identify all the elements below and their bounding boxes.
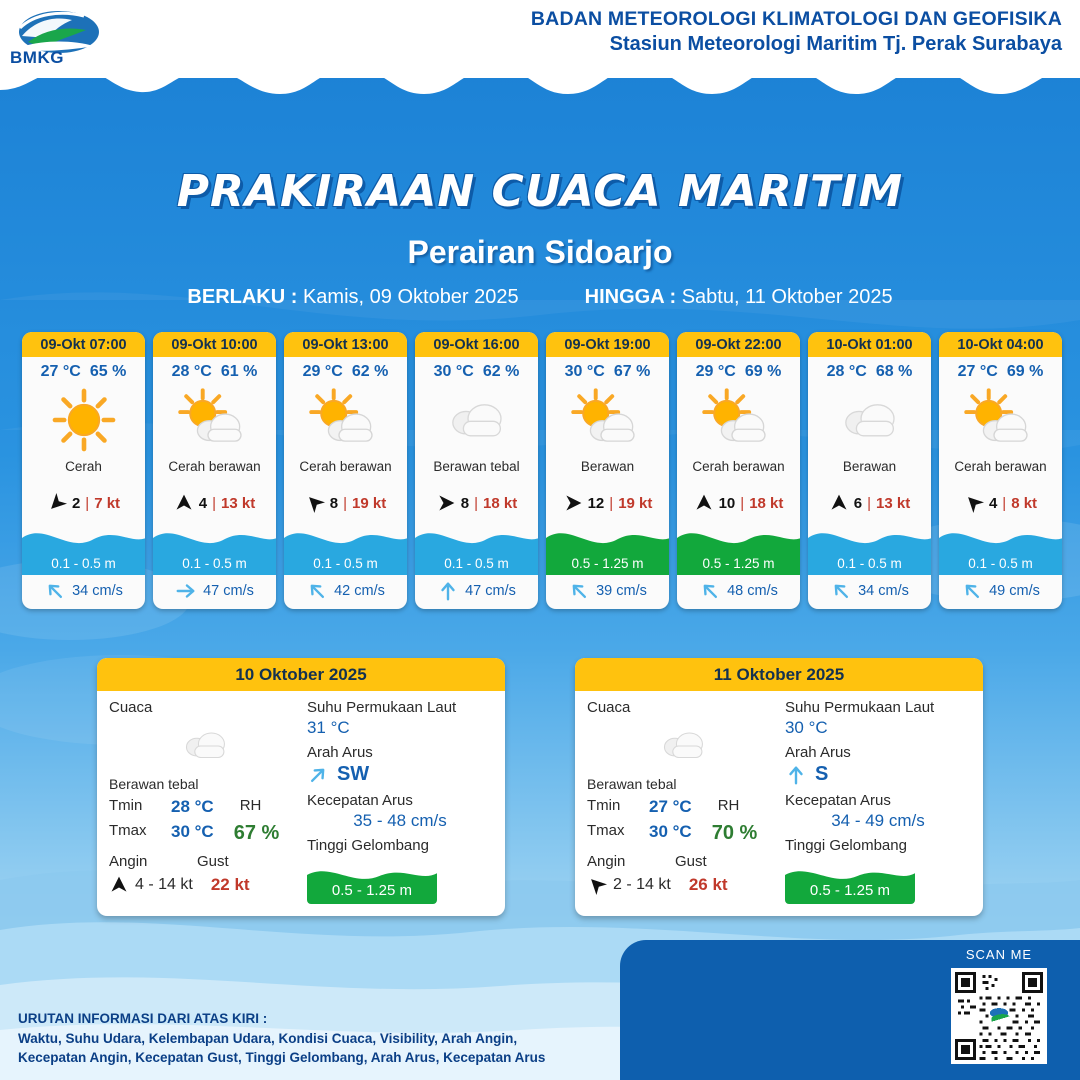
current-direction-arrow-icon bbox=[564, 575, 595, 606]
header-line-1: BADAN METEOROLOGI KLIMATOLOGI DAN GEOFISIKA bbox=[530, 8, 1062, 30]
card-current-speed: 39 cm/s bbox=[596, 583, 647, 599]
card-wave-label: 0.1 - 0.5 m bbox=[51, 556, 116, 571]
card-wind-speed: 8 bbox=[460, 494, 470, 512]
wind-direction-arrow-icon bbox=[694, 493, 714, 513]
daily-forecast-row bbox=[0, 658, 1080, 916]
page-header bbox=[0, 0, 1080, 78]
cloud-icon bbox=[174, 719, 236, 771]
card-current bbox=[153, 575, 276, 609]
current-direction-arrow-icon bbox=[302, 759, 333, 790]
card-weather-icon bbox=[153, 383, 276, 457]
card-current bbox=[22, 575, 145, 609]
card-weather-icon bbox=[415, 383, 538, 457]
cloud-icon bbox=[437, 387, 516, 453]
daily-condition: Berawan tebal bbox=[109, 776, 199, 792]
card-weather-icon bbox=[22, 383, 145, 457]
card-condition: Berawan bbox=[580, 459, 635, 474]
daily-weather-label: Cuaca bbox=[109, 699, 153, 716]
daily-date: 10 Oktober 2025 bbox=[97, 658, 505, 691]
hourly-forecast-card bbox=[546, 332, 669, 609]
daily-wave-chip bbox=[307, 860, 437, 904]
wind-direction-arrow-icon bbox=[43, 489, 71, 517]
sun-behind-cloud-icon bbox=[568, 387, 647, 453]
card-condition: Berawan bbox=[842, 459, 897, 474]
daily-sst-label: Suhu Permukaan Laut bbox=[784, 699, 935, 716]
card-current bbox=[415, 575, 538, 609]
daily-gust-value: 22 kt bbox=[210, 875, 250, 894]
card-wind-separator: | bbox=[740, 494, 745, 512]
card-humidity: 69 % bbox=[1006, 363, 1044, 380]
daily-tmin-label: Tmin bbox=[587, 797, 621, 814]
daily-weather-label: Cuaca bbox=[587, 699, 631, 716]
valid-from bbox=[187, 286, 518, 309]
daily-tmin-row bbox=[109, 797, 301, 817]
card-current bbox=[808, 575, 931, 609]
card-wind-separator: | bbox=[343, 494, 348, 512]
card-temp-humidity bbox=[153, 357, 276, 383]
card-weather-icon bbox=[808, 383, 931, 457]
card-wave bbox=[22, 519, 145, 575]
card-humidity: 65 % bbox=[89, 363, 127, 380]
card-wave-label: 0.1 - 0.5 m bbox=[968, 556, 1033, 571]
card-temperature: 28 °C bbox=[171, 363, 212, 380]
card-wind bbox=[22, 489, 145, 519]
cloud-icon bbox=[652, 719, 714, 771]
card-humidity: 69 % bbox=[744, 363, 782, 380]
card-wind-gust: 19 kt bbox=[618, 494, 653, 512]
daily-sst-label: Suhu Permukaan Laut bbox=[306, 699, 457, 716]
card-current-speed: 47 cm/s bbox=[465, 583, 516, 599]
card-wind-speed: 2 bbox=[71, 494, 81, 512]
card-wind-separator: | bbox=[212, 494, 217, 512]
card-wind-separator: | bbox=[867, 494, 872, 512]
valid-from-label: BERLAKU : bbox=[187, 286, 298, 308]
card-current bbox=[677, 575, 800, 609]
card-humidity: 61 % bbox=[220, 363, 258, 380]
qr-label: SCAN ME bbox=[965, 947, 1033, 962]
daily-current-speed-label: Kecepatan Arus bbox=[784, 792, 891, 809]
card-wind-separator: | bbox=[85, 494, 90, 512]
sun-behind-cloud-icon bbox=[961, 387, 1040, 453]
daily-current-dir-row bbox=[307, 763, 493, 786]
sun-behind-cloud-icon bbox=[306, 387, 385, 453]
daily-current-dir-value: SW bbox=[336, 763, 370, 785]
card-weather-icon bbox=[677, 383, 800, 457]
hourly-forecast-card bbox=[284, 332, 407, 609]
daily-wave-label: Tinggi Gelombang bbox=[306, 837, 429, 854]
card-humidity: 62 % bbox=[482, 363, 520, 380]
daily-wind-row bbox=[109, 875, 301, 895]
card-temp-humidity bbox=[939, 357, 1062, 383]
card-temperature: 28 °C bbox=[826, 363, 867, 380]
card-wind-speed: 4 bbox=[988, 494, 998, 512]
card-wind-gust: 13 kt bbox=[221, 494, 256, 512]
daily-tmin-value: 27 °C bbox=[649, 797, 692, 816]
daily-forecast-card bbox=[97, 658, 505, 916]
daily-wind-header-row bbox=[587, 853, 779, 870]
daily-gust-label: Gust bbox=[675, 853, 707, 870]
wind-direction-arrow-icon bbox=[563, 493, 583, 513]
sun-icon bbox=[51, 387, 117, 453]
daily-gust-value: 26 kt bbox=[688, 875, 728, 894]
card-wind-speed: 8 bbox=[329, 494, 339, 512]
card-temperature: 27 °C bbox=[957, 363, 998, 380]
daily-tmin-label: Tmin bbox=[109, 797, 143, 814]
page-subtitle: Perairan Sidoarjo bbox=[407, 234, 673, 270]
card-temperature: 30 °C bbox=[564, 363, 605, 380]
valid-until bbox=[585, 286, 893, 309]
daily-rh-label: RH bbox=[239, 797, 262, 814]
daily-wind-label: Angin bbox=[587, 853, 626, 870]
card-wave bbox=[415, 519, 538, 575]
card-wind bbox=[939, 489, 1062, 519]
wind-direction-arrow-icon bbox=[960, 489, 988, 517]
card-current-speed: 49 cm/s bbox=[989, 583, 1040, 599]
card-wind bbox=[153, 489, 276, 519]
daily-rh-value: 70 % bbox=[711, 822, 758, 844]
daily-gust-label: Gust bbox=[197, 853, 229, 870]
daily-current-speed-value: 35 - 48 cm/s bbox=[353, 811, 447, 830]
card-wind-gust: 7 kt bbox=[94, 494, 121, 512]
hourly-forecast-card bbox=[153, 332, 276, 609]
daily-sst-value: 30 °C bbox=[784, 718, 828, 737]
card-temp-humidity bbox=[808, 357, 931, 383]
card-wave bbox=[546, 519, 669, 575]
validity-row bbox=[0, 286, 1080, 309]
current-direction-arrow-icon bbox=[826, 575, 857, 606]
card-time: 09-Okt 16:00 bbox=[415, 332, 538, 357]
card-wind-gust: 18 kt bbox=[483, 494, 518, 512]
daily-tmax-label: Tmax bbox=[109, 822, 147, 839]
card-temperature: 27 °C bbox=[40, 363, 81, 380]
card-condition: Berawan tebal bbox=[433, 459, 520, 474]
card-wave-label: 0.1 - 0.5 m bbox=[313, 556, 378, 571]
card-wind-gust: 13 kt bbox=[876, 494, 911, 512]
card-current-speed: 48 cm/s bbox=[727, 583, 778, 599]
card-temp-humidity bbox=[284, 357, 407, 383]
daily-rh-value: 67 % bbox=[233, 822, 280, 844]
daily-current-dir-value: S bbox=[814, 763, 829, 785]
daily-sst-value: 31 °C bbox=[306, 718, 350, 737]
daily-tmax-row bbox=[109, 822, 301, 845]
daily-wind-row bbox=[587, 875, 779, 895]
daily-tmax-value: 30 °C bbox=[649, 822, 692, 841]
card-wind-speed: 12 bbox=[587, 494, 605, 512]
card-humidity: 62 % bbox=[351, 363, 389, 380]
wind-direction-arrow-icon bbox=[436, 493, 456, 513]
valid-until-label: HINGGA : bbox=[584, 286, 677, 308]
card-current bbox=[546, 575, 669, 609]
card-wind bbox=[415, 489, 538, 519]
card-wind-speed: 4 bbox=[198, 494, 208, 512]
card-wind-speed: 10 bbox=[718, 494, 736, 512]
daily-tmin-row bbox=[587, 797, 779, 817]
qr-code-image bbox=[955, 972, 1043, 1060]
cloud-icon bbox=[830, 387, 909, 453]
card-time: 09-Okt 10:00 bbox=[153, 332, 276, 357]
card-wave-label: 0.1 - 0.5 m bbox=[837, 556, 902, 571]
card-current-speed: 34 cm/s bbox=[858, 583, 909, 599]
card-wind-separator: | bbox=[609, 494, 614, 512]
daily-tmax-row bbox=[587, 822, 779, 845]
card-current bbox=[939, 575, 1062, 609]
card-current-speed: 42 cm/s bbox=[334, 583, 385, 599]
card-condition: Cerah berawan bbox=[954, 459, 1047, 474]
card-condition: Cerah berawan bbox=[299, 459, 392, 474]
card-wind-gust: 8 kt bbox=[1011, 494, 1038, 512]
daily-tmax-value: 30 °C bbox=[171, 822, 214, 841]
card-temperature: 29 °C bbox=[302, 363, 343, 380]
daily-wave-value: 0.5 - 1.25 m bbox=[809, 882, 890, 899]
card-temp-humidity bbox=[677, 357, 800, 383]
legend-line-3: Kecepatan Angin, Kecepatan Gust, Tinggi Gelombang, Arah Arus, Kecepatan Arus bbox=[18, 1050, 546, 1066]
daily-current-speed-label: Kecepatan Arus bbox=[306, 792, 413, 809]
qr-code[interactable] bbox=[951, 968, 1047, 1064]
card-wind bbox=[284, 489, 407, 519]
card-condition: Cerah bbox=[65, 459, 102, 474]
card-wind-separator: | bbox=[1002, 494, 1007, 512]
card-temp-humidity bbox=[22, 357, 145, 383]
card-wave bbox=[153, 519, 276, 575]
card-temperature: 29 °C bbox=[695, 363, 736, 380]
valid-from-value: Kamis, 09 Oktober 2025 bbox=[302, 286, 519, 308]
card-weather-icon bbox=[546, 383, 669, 457]
legend-line-1: URUTAN INFORMASI DARI ATAS KIRI : bbox=[18, 1011, 268, 1027]
hourly-forecast-card bbox=[939, 332, 1062, 609]
daily-rh-label: RH bbox=[717, 797, 740, 814]
wind-direction-arrow-icon bbox=[829, 493, 849, 513]
legend-line-2: Waktu, Suhu Udara, Kelembapan Udara, Kondisi Cuaca, Visibility, Arah Angin, bbox=[18, 1030, 518, 1046]
daily-tmin-value: 28 °C bbox=[171, 797, 214, 816]
daily-wave-value: 0.5 - 1.25 m bbox=[331, 882, 412, 899]
card-time: 10-Okt 01:00 bbox=[808, 332, 931, 357]
card-current bbox=[284, 575, 407, 609]
daily-current-dir-label: Arah Arus bbox=[784, 744, 851, 761]
card-wind-separator: | bbox=[474, 494, 479, 512]
daily-wind-label: Angin bbox=[109, 853, 148, 870]
card-time: 09-Okt 22:00 bbox=[677, 332, 800, 357]
current-direction-arrow-icon bbox=[40, 575, 71, 606]
daily-weather-icon bbox=[109, 716, 301, 774]
card-wind-gust: 19 kt bbox=[352, 494, 387, 512]
card-wave bbox=[808, 519, 931, 575]
card-condition: Cerah berawan bbox=[692, 459, 785, 474]
daily-wave-label: Tinggi Gelombang bbox=[784, 837, 907, 854]
hourly-forecast-row bbox=[22, 332, 1062, 609]
card-condition: Cerah berawan bbox=[168, 459, 261, 474]
valid-until-value: Sabtu, 11 Oktober 2025 bbox=[681, 286, 893, 308]
card-weather-icon bbox=[939, 383, 1062, 457]
wind-direction-arrow-icon bbox=[301, 489, 329, 517]
daily-current-dir-label: Arah Arus bbox=[306, 744, 373, 761]
logo-text: BMKG bbox=[10, 48, 64, 67]
wind-direction-arrow-icon bbox=[583, 871, 611, 899]
card-temp-humidity bbox=[546, 357, 669, 383]
daily-condition: Berawan tebal bbox=[587, 776, 677, 792]
current-direction-arrow-icon bbox=[302, 575, 333, 606]
daily-wind-header-row bbox=[109, 853, 301, 870]
current-direction-arrow-icon bbox=[695, 575, 726, 606]
current-direction-arrow-icon bbox=[957, 575, 988, 606]
header-agency-text bbox=[531, 8, 1062, 56]
card-current-speed: 47 cm/s bbox=[203, 583, 254, 599]
card-humidity: 68 % bbox=[875, 363, 913, 380]
card-wave bbox=[677, 519, 800, 575]
daily-current-dir-row bbox=[785, 763, 971, 786]
card-weather-icon bbox=[284, 383, 407, 457]
sun-behind-cloud-icon bbox=[175, 387, 254, 453]
card-temp-humidity bbox=[415, 357, 538, 383]
daily-tmax-label: Tmax bbox=[587, 822, 625, 839]
daily-wind-value: 4 - 14 kt bbox=[135, 876, 193, 893]
daily-wind-value: 2 - 14 kt bbox=[613, 876, 671, 893]
card-time: 09-Okt 07:00 bbox=[22, 332, 145, 357]
page-title: PRAKIRAAN CUACA MARITIM bbox=[176, 166, 904, 217]
card-wave bbox=[939, 519, 1062, 575]
card-wave bbox=[284, 519, 407, 575]
card-wind-speed: 6 bbox=[853, 494, 863, 512]
hourly-forecast-card bbox=[415, 332, 538, 609]
card-wind bbox=[677, 489, 800, 519]
wind-direction-arrow-icon bbox=[109, 875, 129, 895]
sun-behind-cloud-icon bbox=[699, 387, 778, 453]
hourly-forecast-card bbox=[677, 332, 800, 609]
card-time: 10-Okt 04:00 bbox=[939, 332, 1062, 357]
card-wind-gust: 18 kt bbox=[749, 494, 784, 512]
card-current-speed: 34 cm/s bbox=[72, 583, 123, 599]
current-direction-arrow-icon bbox=[437, 580, 459, 602]
daily-current-speed-value: 34 - 49 cm/s bbox=[831, 811, 925, 830]
header-line-2: Stasiun Meteorologi Maritim Tj. Perak Surabaya bbox=[609, 33, 1062, 55]
card-time: 09-Okt 13:00 bbox=[284, 332, 407, 357]
card-time: 09-Okt 19:00 bbox=[546, 332, 669, 357]
card-wind bbox=[546, 489, 669, 519]
card-humidity: 67 % bbox=[613, 363, 651, 380]
qr-block bbox=[944, 947, 1054, 1064]
daily-weather-icon bbox=[587, 716, 779, 774]
card-wave-label: 0.1 - 0.5 m bbox=[182, 556, 247, 571]
card-wave-label: 0.1 - 0.5 m bbox=[444, 556, 509, 571]
current-direction-arrow-icon bbox=[175, 580, 197, 602]
card-temperature: 30 °C bbox=[433, 363, 474, 380]
legend-note bbox=[0, 999, 616, 1080]
hourly-forecast-card bbox=[808, 332, 931, 609]
current-direction-arrow-icon bbox=[785, 764, 807, 786]
card-wave-label: 0.5 - 1.25 m bbox=[702, 556, 775, 571]
card-wave-label: 0.5 - 1.25 m bbox=[571, 556, 644, 571]
hourly-forecast-card bbox=[22, 332, 145, 609]
card-wind bbox=[808, 489, 931, 519]
daily-forecast-card bbox=[575, 658, 983, 916]
wind-direction-arrow-icon bbox=[174, 493, 194, 513]
daily-wave-chip bbox=[785, 860, 915, 904]
daily-date: 11 Oktober 2025 bbox=[575, 658, 983, 691]
